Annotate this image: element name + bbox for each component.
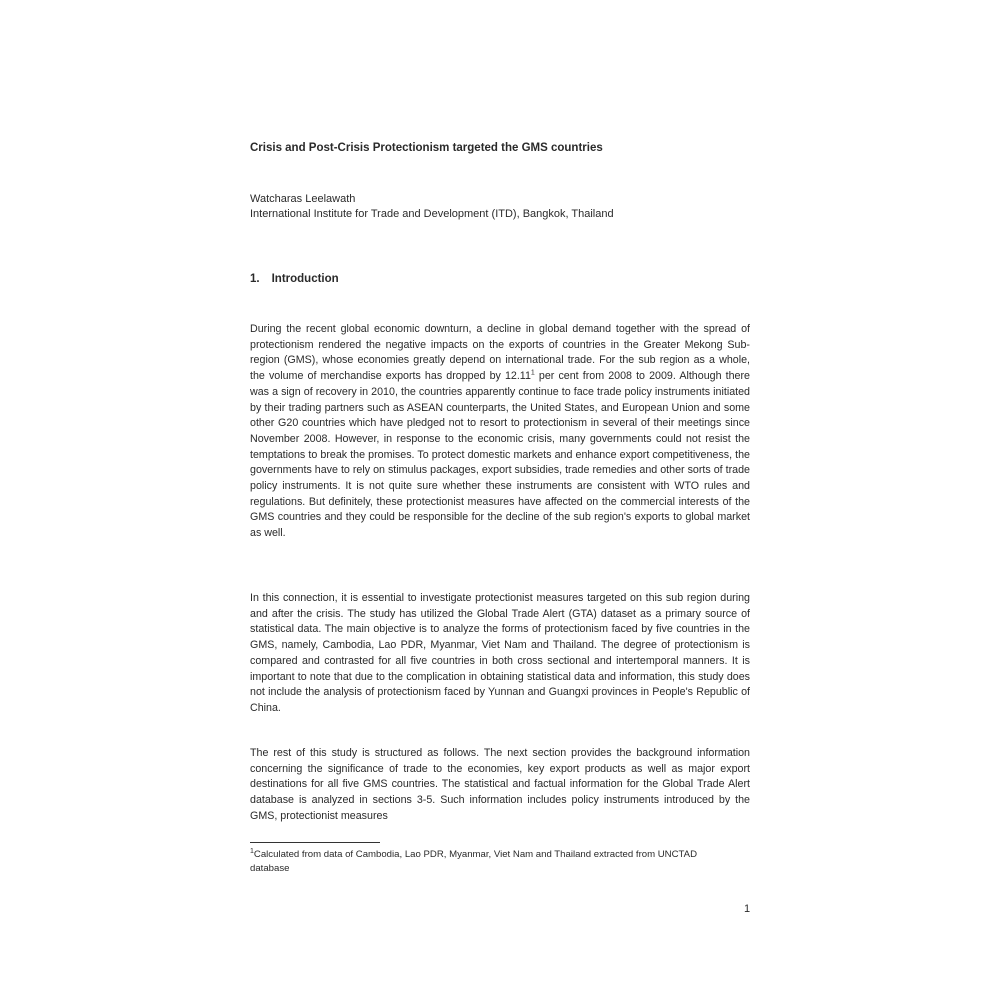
author-name: Watcharas Leelawath: [250, 193, 356, 205]
paragraph-structure: The rest of this study is structured as follows. The next section provides the background information concerning the significance of trade to the economies, key export products as well as major export destinations for all five GMS countries. The statistical and factual information for the Global Trade Alert database is analyzed in sections 3-5. Such information includes policy instruments introduced by the GMS, protectionist measures: [250, 747, 750, 822]
footnote-mark: 1: [250, 847, 254, 855]
section-number: 1.: [250, 273, 260, 285]
section-heading: [250, 273, 339, 285]
footnote: [250, 848, 730, 876]
footnote-reference: 1: [530, 369, 535, 377]
author-affiliation: International Institute for Trade and Development (ITD), Bangkok, Thailand: [250, 208, 614, 220]
paragraph-objective: In this connection, it is essential to investigate protectionist measures targeted on this sub region during and after the crisis. The study has utilized the Global Trade Alert (GTA) dataset as a primary source of statistical data. The main objective is to analyze the forms of protectionism faced by five countries in the GMS, namely, Cambodia, Lao PDR, Myanmar, Viet Nam and Thailand. The degree of protectionism is compared and contrasted for all five countries in both cross sectional and intertemporal manners. It is important to note that due to the complication in obtaining statistical data and information, this study does not include the analysis of protectionism faced by Yunnan and Guangxi provinces in People's Republic of China.: [250, 592, 750, 714]
paper-title: Crisis and Post-Crisis Protectionism targeted the GMS countries: [250, 142, 603, 154]
paragraph-intro: [250, 322, 750, 542]
paragraph-text: During the recent global economic downturn, a decline in global demand together with the spread of protectionism rendered the negative impacts on the exports of countries in the Greater Mekong Sub-region (GMS), whose economies greatly depend on international trade. For the sub region as a whole, the volume of merchandise exports has dropped by 12.11: [250, 323, 750, 383]
footnote-text: Calculated from data of Cambodia, Lao PDR, Myanmar, Viet Nam and Thailand extracted from UNCTAD database: [250, 849, 698, 874]
page-number: 1: [744, 903, 751, 915]
footnote-divider: [250, 842, 380, 843]
paragraph-text: per cent from 2008 to 2009. Although there was a sign of recovery in 2010, the countries apparently continue to face trade policy instruments initiated by their trading partners such as ASEAN counterparts, the United States, and European Union and some other G20 countries which have pledged not to resort to protectionism in several of their meetings since November 2008. However, in response to the economic crisis, many governments could not resist the temptations to break the promises. To protect domestic markets and enhance export competitiveness, the governments have to rely on stimulus packages, export subsidies, trade remedies and other sorts of trade policy instruments. It is not quite sure whether these instruments are consistent with WTO rules and regulations. But definitely, these protectionist measures have affected on the commercial interests of the GMS countries and they could be responsible for the decline of the sub region's exports to global market as well.: [250, 370, 750, 540]
section-title: Introduction: [271, 273, 339, 285]
